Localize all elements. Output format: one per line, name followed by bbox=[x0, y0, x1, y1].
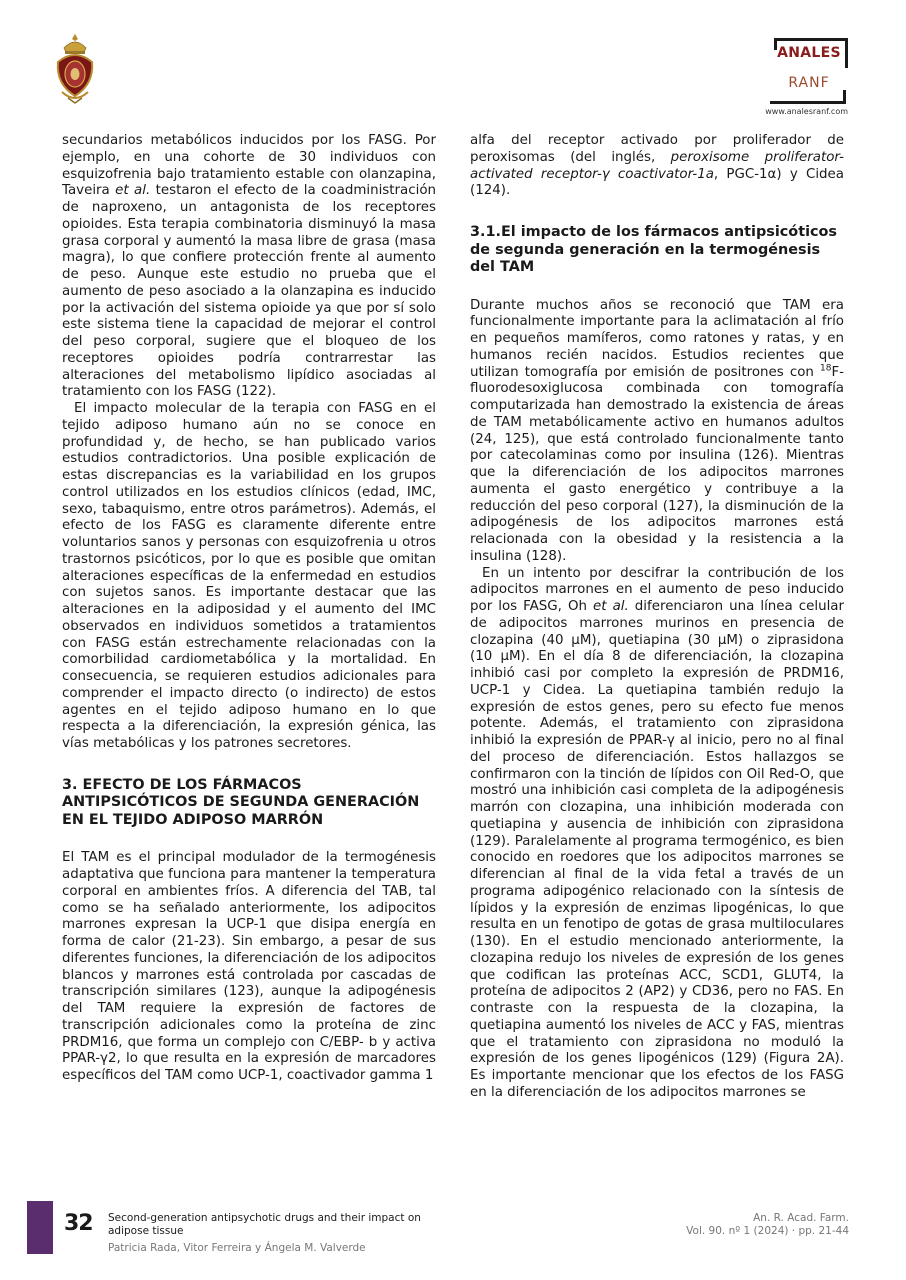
footer-journal-info bbox=[686, 1212, 849, 1238]
paragraph: Durante muchos años se reconoció que TAM era funcionalmente importante para la aclimatación al frío en pequeños mamíferos, como ratones y ratas, y en humanos recién nacidos. Estudios recientes que utilizan tomografía por emisión de positrones con $^{18}$F-fluorodesoxiglucosa combinada con tomografía computarizada han demostrado la existencia de áreas de TAM metabólicamente activo en humanos adultos (24, 125), que está controlado funcionalmente tanto por catecolaminas como por insulina (126). Mientras que la diferenciación de los adipocitos marrones aumenta el gasto energético y contribuye a la reducción del peso corporal (127), la disminución de la adipogénesis de los adipocitos marrones está relacionada con la obesidad y la resistencia a la insulina (128). bbox=[470, 297, 844, 564]
subsection-heading: 3.1.El impacto de los fármacos antipsicóticos de segunda generación en la termogénesis del TAM bbox=[470, 224, 837, 275]
footer-accent-bar bbox=[27, 1201, 53, 1254]
logo-ranf-text: RANF bbox=[788, 75, 830, 91]
paragraph: El TAM es el principal modulador de la termogénesis adaptativa que funciona para mantener la temperatura corporal en ambientes fríos. A diferencia del TAB, tal como se ha señalado anteriormente, los adipocitos marrones expresan la UCP-1 que disipa energía en forma de calor (21-23). Sin embargo, a pesar de sus diferentes funciones, la diferenciación de los adipocitos blancos y marrones está controlada por cascadas de transcripción similares (123), aunque la adipogénesis del TAM requiere la expresión de factores de transcripción adicionales como la proteína de zinc PRDM16, que forma un complejo con C/EBP- b y activa PPAR-γ2, lo que resulta en la expresión de marcadores específicos del TAM como UCP-1, coactivador gamma 1 bbox=[62, 850, 436, 1083]
left-column bbox=[62, 133, 436, 1085]
journal-name: An. R. Acad. Farm. bbox=[753, 1212, 849, 1224]
footer-authors: Patricia Rada, Vitor Ferreira y Ángela M. Valverde bbox=[108, 1242, 366, 1254]
journal-volume: Vol. 90. nº 1 (2024) · pp. 21-44 bbox=[686, 1225, 849, 1237]
paragraph: secundarios metabólicos inducidos por los FASG. Por ejemplo, en una cohorte de 30 individuos con esquizofrenia bajo tratamiento estable con olanzapina, Taveira et al. testaron el efecto de la coadministración de naproxeno, un antagonista de los receptores opioides. Esta terapia combinatoria disminuyó la masa grasa corporal y aumentó la masa libre de grasa (masa magra), lo que confiere protección frente al aumento de peso. Aunque este estudio no prueba que el aumento de peso asociado a la olanzapina es inducido por la activación del sistema opioide ya que por sí solo este sistema tiene la capacidad de mejorar el control del peso corporal, sugiere que el bloqueo de los receptores opioides podría contrarrestar las alteraciones del metabolismo lipídico asociadas al tratamiento con los FASG (122). bbox=[62, 133, 436, 400]
section-heading: 3. EFECTO DE LOS FÁRMACOS ANTIPSICÓTICOS DE SEGUNDA GENERACIÓN EN EL TEJIDO ADIPOSO MARRÓN bbox=[62, 776, 420, 828]
footer-article-title: Second-generation antipsychotic drugs and their impact on adipose tissue bbox=[108, 1212, 421, 1237]
right-column bbox=[470, 133, 844, 1102]
paragraph: alfa del receptor activado por proliferador de peroxisomas (del inglés, peroxisome proliferator-activated receptor-γ coactivator-1a, PGC-1α) y Cidea (124). bbox=[470, 133, 844, 199]
academy-crest-logo bbox=[54, 32, 96, 104]
page-number: 32 bbox=[64, 1211, 93, 1236]
anales-ranf-logo bbox=[770, 38, 848, 104]
journal-url[interactable]: www.analesranf.com bbox=[765, 107, 848, 116]
paragraph: El impacto molecular de la terapia con FASG en el tejido adiposo humano aún no se conoce en profundidad y, de hecho, se han publicado varios estudios contradictorios. Una posible explicación de estas discrepancias es la variabilidad en los grupos control utilizados en los estudios clínicos (edad, IMC, sexo, tabaquismo, entre otros parámetros). Además, el efecto de los FASG es claramente diferente entre voluntarios sanos y personas con esquizofrenia u otros trastornos psicóticos, por lo que es posible que omitan alteraciones específicas de la enfermedad en estudios con sujetos sanos. Es importante destacar que las alteraciones en la adiposidad y el aumento del IMC observados en individuos sometidos a tratamientos con FASG están estrechamente relacionadas con la comorbilidad cardiometabólica y la mortalidad. En consecuencia, se requieren estudios adicionales para comprender el impacto directo (o indirecto) de estos agentes en el tejido adiposo humano en lo que respecta a la diferenciación, la expresión génica, las vías metabólicas y los patrones secretores. bbox=[62, 401, 436, 751]
paragraph: En un intento por descifrar la contribución de los adipocitos marrones en el aumento de peso inducido por los FASG, Oh et al. diferenciaron una línea celular de adipocitos marrones murinos en presencia de clozapina (40 μM), quetiapina (30 μM) o ziprasidona (10 μM). En el día 8 de diferenciación, la clozapina inhibió casi por completo la expresión de PRDM16, UCP-1 y Cidea. La quetiapina también redujo la expresión de estos genes, pero su efecto fue menos potente. Además, el tratamiento con ziprasidona inhibió la expresión de PPAR-γ al inicio, pero no al final del proceso de diferenciación. Estos hallazgos se confirmaron con la tinción de lípidos con Oil Red-O, que mostró una inhibición casi completa de la adipogénesis marrón con clozapina, una inhibición moderada con quetiapina y ausencia de inhibición con ziprasidona (129). Paralelamente al programa termogénico, es bien conocido en roedores que los adipocitos marrones se diferencian al final de la vida fetal a través de un programa adipogénico relacionado con la síntesis de lípidos y la expresión de enzimas lipogénicas, lo que resulta en un fenotipo de gotas de grasa multiloculares (130). En el estudio mencionado anteriormente, la clozapina redujo los niveles de expresión de los genes que codifican las proteínas ACC, SCD1, GLUT4, la proteína de adipocitos 2 (AP2) y CD36, pero no FAS. En contraste con la respuesta de la clozapina, la quetiapina aumentó los niveles de ACC y FAS, mientras que el tratamiento con ziprasidona no moduló la expresión de los genes lipogénicos (129) (Figura 2A). Es importante mencionar que los efectos de los FASG en la diferenciación de los adipocitos marrones se bbox=[470, 565, 845, 1100]
logo-anales-text: ANALES bbox=[777, 45, 841, 61]
